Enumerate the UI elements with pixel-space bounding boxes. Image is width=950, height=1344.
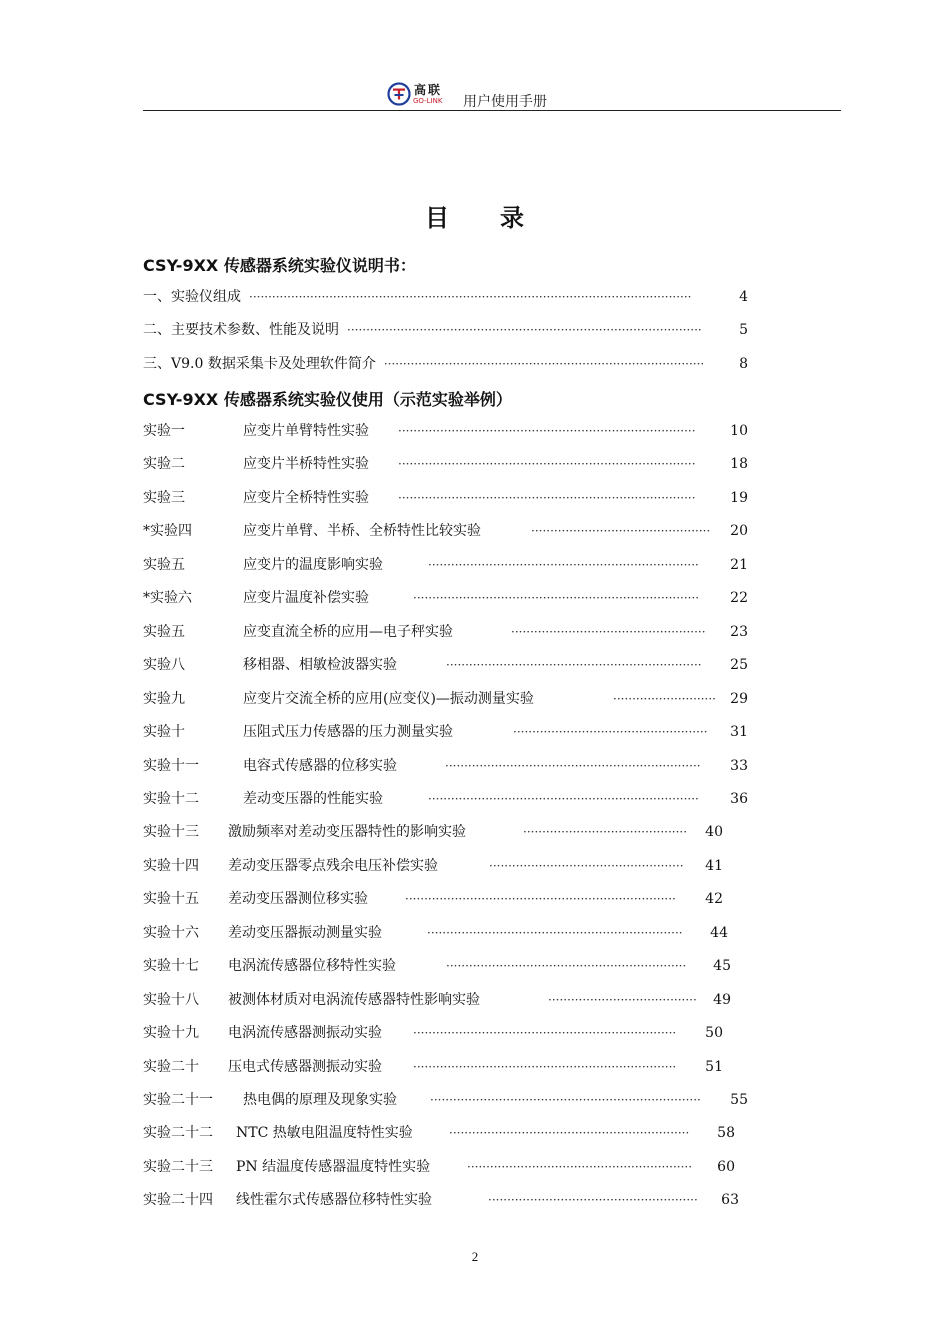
toc-experiment-number: 实验十二 <box>143 791 199 807</box>
toc-page-number: 22 <box>730 590 748 606</box>
toc-row[interactable] <box>143 421 748 441</box>
toc-leader-dots: ··································································· <box>427 926 683 940</box>
toc-entry-title: 压电式传感器测振动实验 <box>228 1059 382 1075</box>
toc-leader-dots: ··················································· <box>489 859 684 873</box>
toc-experiment-number: 实验五 <box>143 557 185 573</box>
toc-leader-dots: ······················································· <box>488 1193 698 1207</box>
toc-leader-dots: ··························· <box>613 692 716 706</box>
toc-leader-dots: ··········································· <box>523 825 688 839</box>
toc-row[interactable] <box>143 1023 748 1043</box>
toc-page-number: 18 <box>730 456 748 472</box>
toc-entry-title: 电涡流传感器位移特性实验 <box>228 958 396 974</box>
toc-page-number: 63 <box>721 1192 739 1208</box>
toc-experiment-number: 实验十七 <box>143 958 199 974</box>
toc-row[interactable] <box>143 588 748 608</box>
toc-page-number: 20 <box>730 523 748 539</box>
toc-experiment-number: 实验十八 <box>143 992 199 1008</box>
logo-chinese-text: 高联 <box>414 83 443 97</box>
toc-experiment-number: 实验十六 <box>143 925 199 941</box>
toc-experiment-number: 实验一 <box>143 423 185 439</box>
toc-experiment-number: 实验十一 <box>143 758 199 774</box>
toc-experiment-number: 实验二十四 <box>143 1192 213 1208</box>
toc-experiment-number: 实验十 <box>143 724 185 740</box>
toc-row[interactable] <box>143 1123 748 1143</box>
toc-row[interactable] <box>143 789 748 809</box>
toc-page-number: 45 <box>713 958 731 974</box>
toc-page-number: 10 <box>730 423 748 439</box>
toc-entry-title: 线性霍尔式传感器位移特性实验 <box>236 1192 432 1208</box>
golink-logo <box>387 82 445 108</box>
toc-row[interactable] <box>143 354 748 374</box>
toc-row[interactable] <box>143 1057 748 1077</box>
toc-leader-dots: ···················································································································· <box>249 290 692 304</box>
toc-leader-dots: ··························································· <box>467 1160 693 1174</box>
toc-entry-title: 压阻式压力传感器的压力测量实验 <box>243 724 453 740</box>
toc-entry-title: 差动变压器振动测量实验 <box>228 925 382 941</box>
toc-page-number: 33 <box>730 758 748 774</box>
toc-experiment-number: 实验三 <box>143 490 185 506</box>
toc-leader-dots: ···················································································· <box>383 357 705 371</box>
toc-page-number: 44 <box>710 925 728 941</box>
toc-leader-dots: ····································································· <box>413 1060 677 1074</box>
toc-row[interactable] <box>143 822 748 842</box>
toc-leader-dots: ··················································· <box>511 625 706 639</box>
toc-entry-title: 应变片温度补偿实验 <box>243 590 369 606</box>
toc-experiment-number: 实验十九 <box>143 1025 199 1041</box>
page-title-right: 录 <box>500 204 525 232</box>
toc-entry-title: 激励频率对差动变压器特性的影响实验 <box>228 824 466 840</box>
toc-entry-title: 一、实验仪组成 <box>143 289 241 305</box>
toc-leader-dots: ······································· <box>548 993 697 1007</box>
toc-entry-title: NTC 热敏电阻温度特性实验 <box>236 1125 413 1141</box>
toc-leader-dots: ·············································································· <box>398 457 696 471</box>
toc-page-number: 8 <box>739 356 748 372</box>
toc-page-number: 4 <box>739 289 748 305</box>
toc-page-number: 36 <box>730 791 748 807</box>
toc-experiment-number: *实验六 <box>143 590 192 606</box>
toc-entry-title: 差动变压器零点残余电压补偿实验 <box>228 858 438 874</box>
toc-entry-title: 热电偶的原理及现象实验 <box>243 1092 397 1108</box>
toc-experiment-number: 实验二十三 <box>143 1159 213 1175</box>
toc-row[interactable] <box>143 956 748 976</box>
toc-entry-title: 应变片的温度影响实验 <box>243 557 383 573</box>
toc-page-number: 40 <box>705 824 723 840</box>
toc-leader-dots: ······································································· <box>405 892 676 906</box>
toc-leader-dots: ····························································································· <box>347 323 702 337</box>
toc-entry-title: 应变片全桥特性实验 <box>243 490 369 506</box>
toc-row[interactable] <box>143 1190 748 1210</box>
toc-page-number: 21 <box>730 557 748 573</box>
toc-experiment-number: 实验九 <box>143 691 185 707</box>
toc-row[interactable] <box>143 521 748 541</box>
toc-entry-title: 二、主要技术参数、性能及说明 <box>143 322 339 338</box>
toc-page-number: 29 <box>730 691 748 707</box>
toc-leader-dots: ······························································· <box>449 1126 690 1140</box>
toc-leader-dots: ··································································· <box>445 759 701 773</box>
toc-leader-dots: ··································································· <box>446 658 702 672</box>
toc-page-number: 23 <box>730 624 748 640</box>
toc-entry-title: 电涡流传感器测振动实验 <box>228 1025 382 1041</box>
toc-leader-dots: ··········································································· <box>413 591 700 605</box>
toc-page-number: 55 <box>730 1092 748 1108</box>
page-header <box>143 80 841 111</box>
toc-row[interactable] <box>143 722 748 742</box>
logo-english-text: GO-LINK <box>413 97 443 105</box>
toc-experiment-number: 实验十四 <box>143 858 199 874</box>
toc-leader-dots: ······································································· <box>428 558 699 572</box>
page-title-left: 目 <box>425 204 450 232</box>
toc-page-number: 25 <box>730 657 748 673</box>
toc-entry-title: 应变片单臂、半桥、全桥特性比较实验 <box>243 523 481 539</box>
toc-page-number: 19 <box>730 490 748 506</box>
toc-row[interactable] <box>143 454 748 474</box>
toc-row[interactable] <box>143 555 748 575</box>
toc-entry-title: 应变片交流全桥的应用(应变仪)—振动测量实验 <box>243 691 534 707</box>
toc-experiment-number: 实验八 <box>143 657 185 673</box>
toc-entry-title: 移相器、相敏检波器实验 <box>243 657 397 673</box>
toc-row[interactable] <box>143 990 748 1010</box>
toc-page-number: 31 <box>730 724 748 740</box>
toc-entry-title: 差动变压器测位移实验 <box>228 891 368 907</box>
toc-entry-title: PN 结温度传感器温度特性实验 <box>236 1159 431 1175</box>
toc-row[interactable] <box>143 622 748 642</box>
toc-leader-dots: ····································································· <box>413 1026 677 1040</box>
toc-page-number: 50 <box>705 1025 723 1041</box>
toc-page-number: 5 <box>739 322 748 338</box>
toc-page-number: 60 <box>717 1159 735 1175</box>
section-heading-experiments: CSY-9XX 传感器系统实验仪使用（示范实验举例） <box>143 390 512 409</box>
toc-entry-title: 应变片半桥特性实验 <box>243 456 369 472</box>
toc-experiment-number: *实验四 <box>143 523 192 539</box>
toc-leader-dots: ·············································································· <box>398 424 696 438</box>
toc-leader-dots: ·············································································· <box>398 491 696 505</box>
toc-experiment-number: 实验十三 <box>143 824 199 840</box>
toc-page-number: 49 <box>713 992 731 1008</box>
toc-leader-dots: ······································································· <box>428 792 699 806</box>
toc-page-number: 41 <box>705 858 723 874</box>
toc-experiment-number: 实验十五 <box>143 891 199 907</box>
toc-row[interactable] <box>143 488 748 508</box>
toc-entry-title: 电容式传感器的位移实验 <box>243 758 397 774</box>
toc-experiment-number: 实验二十二 <box>143 1125 213 1141</box>
toc-experiment-number: 实验二 <box>143 456 185 472</box>
toc-row[interactable] <box>143 1090 748 1110</box>
toc-row[interactable] <box>143 923 748 943</box>
toc-row[interactable] <box>143 1157 748 1177</box>
toc-page-number: 42 <box>705 891 723 907</box>
toc-entry-title: 三、V9.0 数据采集卡及处理软件简介 <box>143 356 376 372</box>
toc-leader-dots: ······································································· <box>430 1093 701 1107</box>
toc-entry-title: 应变直流全桥的应用—电子秤实验 <box>243 624 453 640</box>
golink-logo-icon <box>387 82 411 106</box>
toc-page-number: 58 <box>717 1125 735 1141</box>
toc-entry-title: 应变片单臂特性实验 <box>243 423 369 439</box>
toc-row[interactable] <box>143 287 748 307</box>
toc-row[interactable] <box>143 889 748 909</box>
header-title: 用户使用手册 <box>463 94 547 110</box>
toc-leader-dots: ······························································· <box>446 959 687 973</box>
toc-page-number: 51 <box>705 1059 723 1075</box>
section-heading-manual: CSY-9XX 传感器系统实验仪说明书： <box>143 256 416 275</box>
toc-experiment-number: 实验二十一 <box>143 1092 213 1108</box>
page-number: 2 <box>471 1249 479 1264</box>
toc-row[interactable] <box>143 689 748 709</box>
toc-leader-dots: ··················································· <box>513 725 708 739</box>
toc-row[interactable] <box>143 756 748 776</box>
toc-entry-title: 差动变压器的性能实验 <box>243 791 383 807</box>
toc-experiment-number: 实验二十 <box>143 1059 199 1075</box>
toc-entry-title: 被测体材质对电涡流传感器特性影响实验 <box>228 992 480 1008</box>
toc-experiment-number: 实验五 <box>143 624 185 640</box>
toc-leader-dots: ··············································· <box>531 524 711 538</box>
toc-row[interactable] <box>143 856 748 876</box>
toc-row[interactable] <box>143 320 748 340</box>
toc-row[interactable] <box>143 655 748 675</box>
page-title <box>0 198 950 233</box>
